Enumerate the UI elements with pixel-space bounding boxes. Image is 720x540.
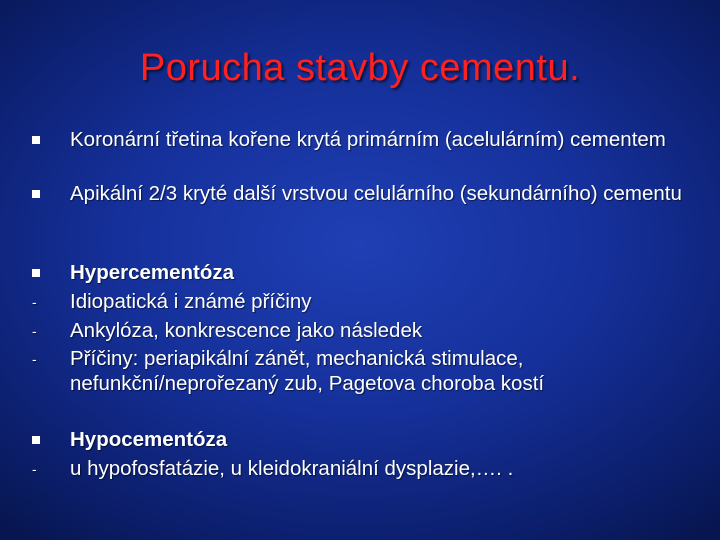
dash-item-idiopathic — [30, 289, 690, 314]
dash-marker: - — [32, 351, 37, 367]
bullet-item-hypocementosis-heading — [30, 427, 690, 452]
dash-text: u hypofosfatázie, u kleidokraniální dysplazie,…. . — [70, 457, 514, 480]
dash-marker: - — [32, 294, 37, 310]
dash-item-causes — [30, 346, 690, 396]
dash-item-hypophosphatasia — [30, 456, 690, 481]
dash-text: Ankylóza, konkrescence jako následek — [70, 319, 423, 342]
dash-item-ankylosis — [30, 318, 690, 343]
dash-text: Idiopatická i známé příčiny — [70, 290, 312, 313]
dash-text: Příčiny: periapikální zánět, mechanická stimulace, nefunkční/neprořezaný zub, Pagetova choroba kostí — [70, 347, 545, 395]
bullet-item-apical-two-thirds — [30, 181, 690, 206]
bullet-heading: Hypocementóza — [70, 428, 228, 451]
bullet-item-hypercementosis-heading — [30, 260, 690, 285]
bullet-text: Koronární třetina kořene krytá primárním (acelulárním) cementem — [70, 128, 666, 151]
bullet-heading: Hypercementóza — [70, 261, 235, 284]
dash-marker: - — [32, 323, 37, 339]
slide-title: Porucha stavby cementu. — [139, 47, 581, 89]
bullet-text: Apikální 2/3 kryté další vrstvou celulárního (sekundárního) cementu — [70, 182, 682, 205]
bullet-item-coronal-third — [30, 127, 690, 152]
dash-marker: - — [32, 461, 37, 477]
